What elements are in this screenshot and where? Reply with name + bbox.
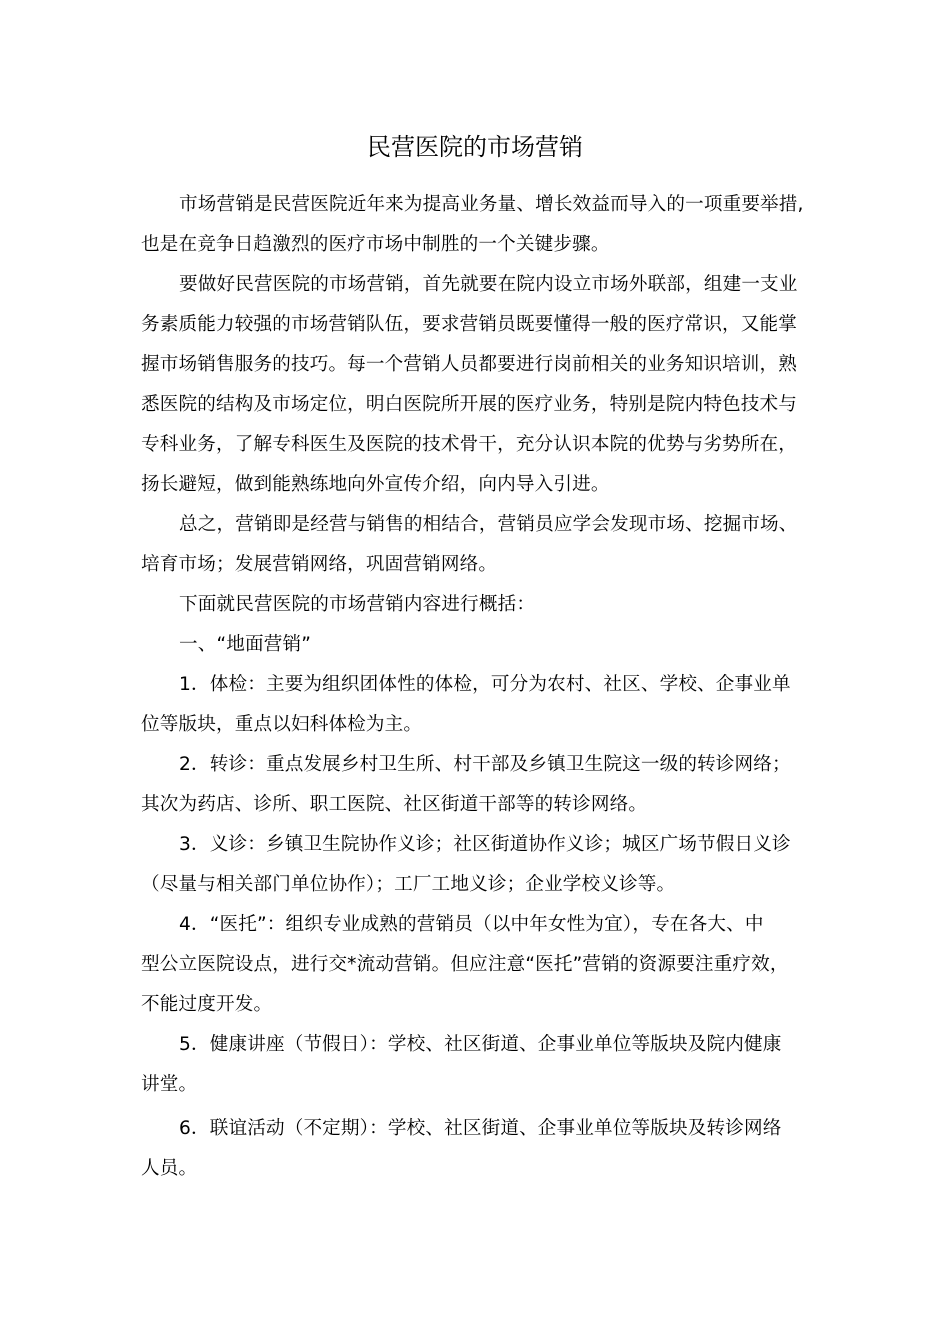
paragraph-line: 悉医院的结构及市场定位，明白医院所开展的医疗业务，特别是院内特色技术与: [141, 394, 798, 415]
paragraph-line: 要做好民营医院的市场营销，首先就要在院内设立市场外联部，组建一支业: [179, 274, 798, 295]
paragraph-line: 专科业务，了解专科医生及医院的技术骨干，充分认识本院的优势与劣势所在，: [141, 434, 798, 455]
paragraph-line: 市场营销是民营医院近年来为提高业务量、增长效益而导入的一项重要举措,: [179, 194, 804, 215]
document-title: 民营医院的市场营销: [367, 133, 583, 161]
paragraph-line: 也是在竞争日趋激烈的医疗市场中制胜的一个关键步骤。: [141, 234, 610, 255]
list-item-line: 1．体检：主要为组织团体性的体检，可分为农村、社区、学校、企事业单: [179, 674, 791, 695]
list-item-line: 4．“医托”：组织专业成熟的营销员（以中年女性为宜），专在各大、中: [179, 914, 764, 935]
list-item-line: 3．义诊：乡镇卫生院协作义诊；社区街道协作义诊；城区广场节假日义诊: [179, 834, 791, 855]
list-item-line: 6．联谊活动（不定期）：学校、社区街道、企事业单位等版块及转诊网络: [179, 1118, 782, 1139]
paragraph-line: 总之，营销即是经营与销售的相结合，营销员应学会发现市场、挖掘市场、: [179, 514, 798, 535]
list-item-line: 5．健康讲座（节假日）：学校、社区街道、企事业单位等版块及院内健康: [179, 1034, 782, 1055]
section-heading: 一、“地面营销”: [179, 634, 312, 655]
list-item-line: 2．转诊：重点发展乡村卫生所、村干部及乡镇卫生院这一级的转诊网络；: [179, 754, 791, 775]
list-item-line: 讲堂。: [141, 1074, 198, 1095]
paragraph-line: 务素质能力较强的市场营销队伍，要求营销员既要懂得一般的医疗常识，又能掌: [141, 314, 798, 335]
paragraph-line: 扬长避短，做到能熟练地向外宣传介绍，向内导入引进。: [141, 474, 610, 495]
paragraph-line: 握市场销售服务的技巧。每一个营销人员都要进行岗前相关的业务知识培训，熟: [141, 354, 798, 375]
list-item-line: 型公立医院设点，进行交*流动营销。但应注意“医托”营销的资源要注重疗效，: [141, 954, 789, 975]
list-item-line: （尽量与相关部门单位协作）；工厂工地义诊；企业学校义诊等。: [141, 874, 676, 895]
list-item-line: 位等版块，重点以妇科体检为主。: [141, 714, 423, 735]
list-item-line: 其次为药店、诊所、职工医院、社区街道干部等的转诊网络。: [141, 794, 648, 815]
paragraph-line: 培育市场；发展营销网络，巩固营销网络。: [141, 554, 498, 575]
list-item-line: 人员。: [141, 1158, 198, 1179]
paragraph-line: 下面就民营医院的市场营销内容进行概括：: [179, 594, 536, 615]
list-item-line: 不能过度开发。: [141, 994, 273, 1015]
